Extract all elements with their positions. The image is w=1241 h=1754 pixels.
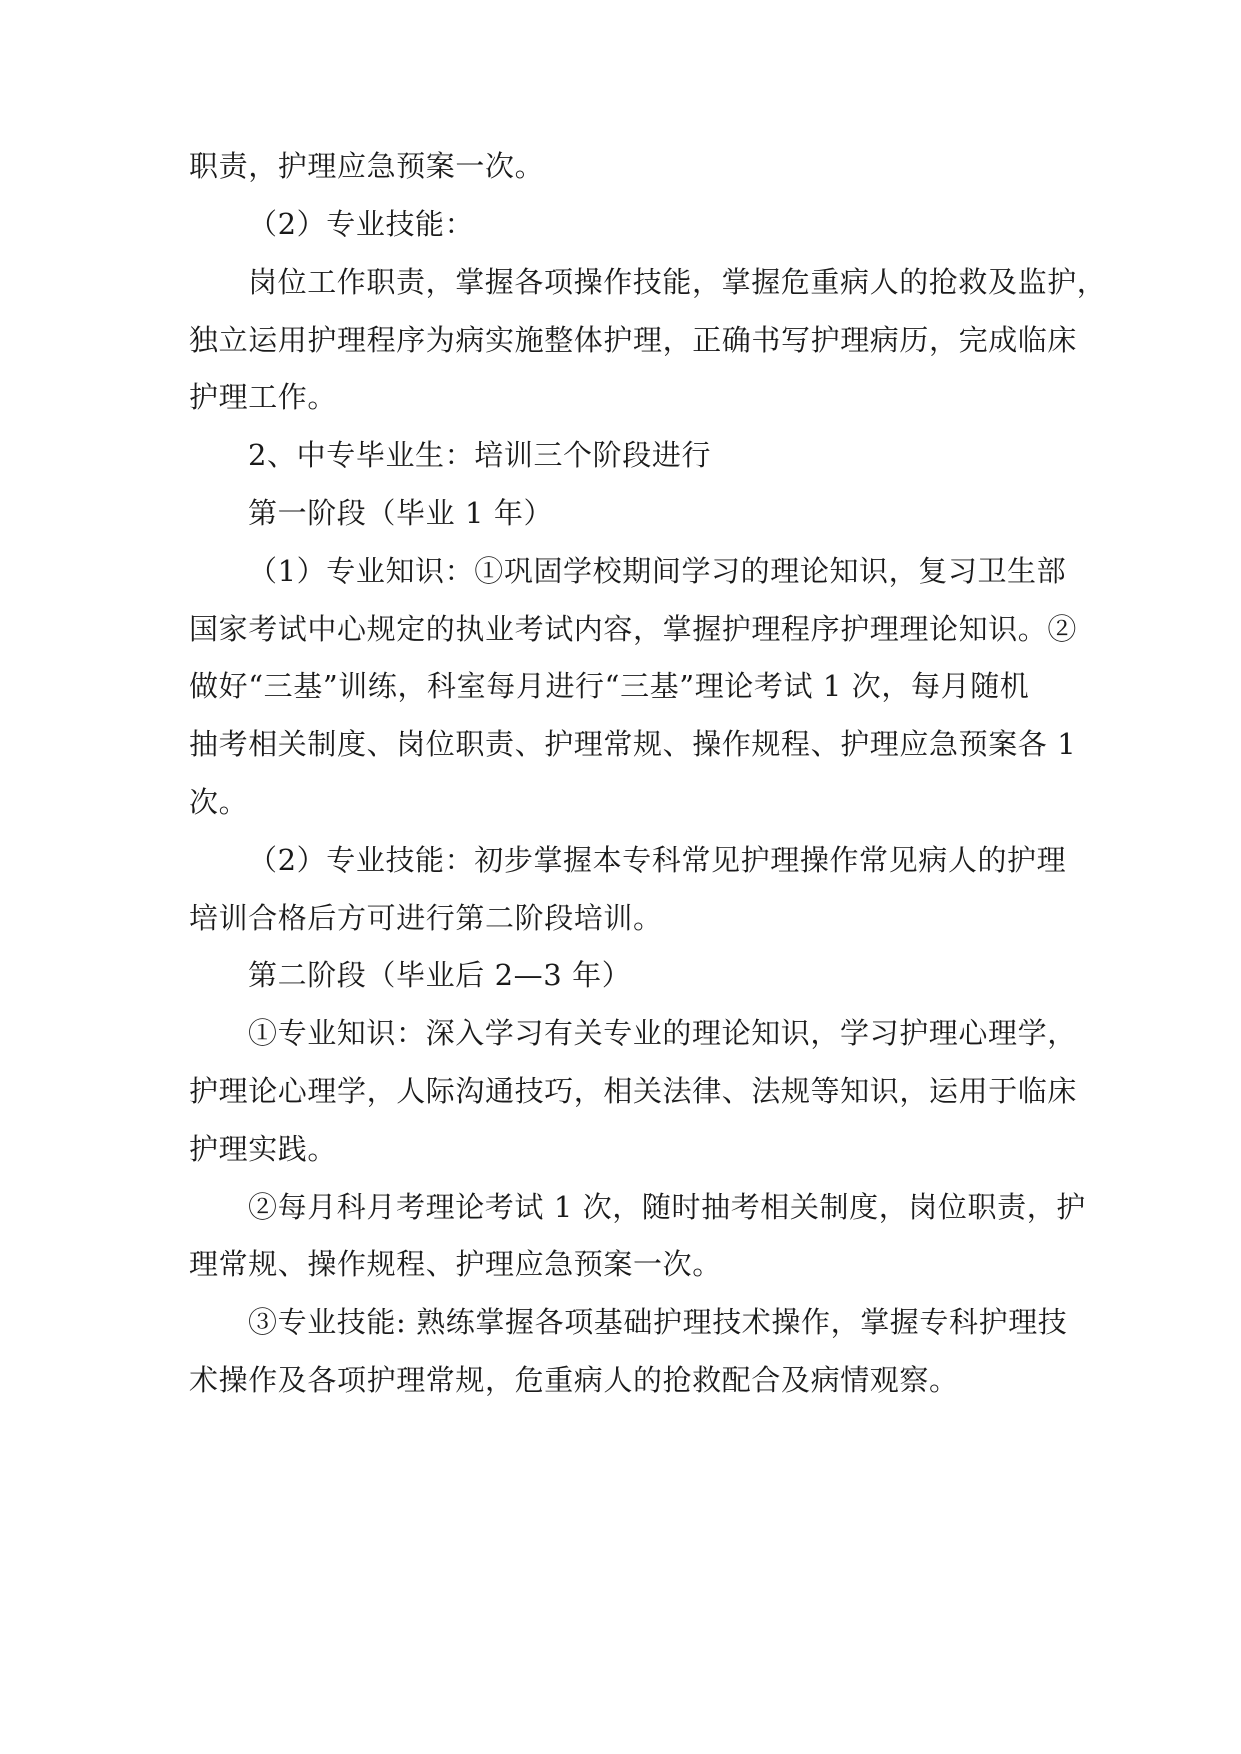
text-line: 理常规、操作规程、护理应急预案一次。 xyxy=(189,1247,722,1281)
text-line: ②每月科月考理论考试 1 次，随时抽考相关制度，岗位职责，护 xyxy=(248,1190,1086,1224)
text-line: 第二阶段（毕业后 2—3 年） xyxy=(248,958,632,992)
text-line: 术操作及各项护理常规，危重病人的抢救配合及病情观察。 xyxy=(189,1363,959,1397)
text-line: 护理工作。 xyxy=(189,380,338,414)
text-line: 岗位工作职责，掌握各项操作技能，掌握危重病人的抢救及监护， xyxy=(248,265,1107,299)
text-line: 护理实践。 xyxy=(189,1132,338,1166)
text-line: 第一阶段（毕业 1 年） xyxy=(248,496,554,530)
text-line: 2、中专毕业生：培训三个阶段进行 xyxy=(248,438,712,472)
text-line: 独立运用护理程序为病实施整体护理，正确书写护理病历，完成临床 xyxy=(189,323,1078,357)
text-line: 国家考试中心规定的执业考试内容，掌握护理程序护理理论知识。② xyxy=(189,612,1078,646)
text-line: ③专业技能: 熟练掌握各项基础护理技术操作，掌握专科护理技 xyxy=(248,1305,1068,1339)
text-line: 次。 xyxy=(189,785,249,819)
text-line: 做好“三基”训练，科室每月进行“三基”理论考试 1 次，每月随机 xyxy=(189,669,1030,703)
text-line: 抽考相关制度、岗位职责、护理常规、操作规程、护理应急预案各 1 xyxy=(189,727,1077,761)
text-line: 培训合格后方可进行第二阶段培训。 xyxy=(189,901,663,935)
text-line: 职责，护理应急预案一次。 xyxy=(189,149,545,183)
text-line: （2）专业技能： xyxy=(248,207,475,241)
text-line: （1）专业知识：①巩固学校期间学习的理论知识，复习卫生部 xyxy=(248,554,1067,588)
text-line: （2）专业技能：初步掌握本专科常见护理操作常见病人的护理 xyxy=(248,843,1067,877)
text-line: ①专业知识：深入学习有关专业的理论知识，学习护理心理学， xyxy=(248,1016,1077,1050)
text-line: 护理论心理学，人际沟通技巧，相关法律、法规等知识，运用于临床 xyxy=(189,1074,1078,1108)
